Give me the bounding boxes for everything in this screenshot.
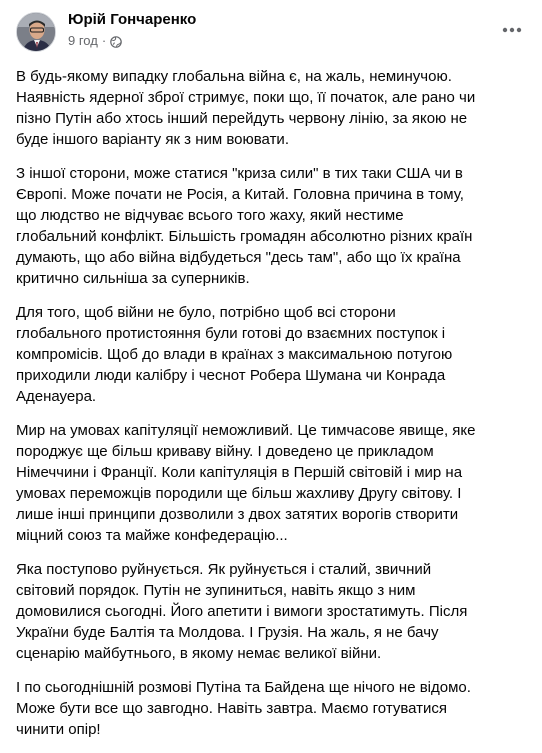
post-body [16,66,526,753]
avatar[interactable] [16,12,56,52]
meta-separator: · [101,33,107,48]
more-horizontal-icon [502,27,522,33]
post-paragraph: І по сьогоднішній розмові Путіна та Байдена ще нічого не відомо. Може бути все що завгодно. Навіть завтра. Маємо готуватися чинити опір! [16,679,471,738]
post-meta [68,32,122,50]
post-time[interactable]: 9 год [68,33,98,48]
globe-icon[interactable] [110,35,122,47]
post-paragraph: Яка поступово руйнується. Як руйнується і сталий, звичний світовий порядок. Путін не зупиниться, навіть якщо з ним домовилися сьогодні. Його апетити і вимоги зростатимуть. Після України буде Балтія та Молдова. І Грузія. На жаль, я не бачу сценарію майбутнього, в якому немає великої війни. [16,561,468,662]
post-header [16,10,526,54]
post-paragraph: В будь-якому випадку глобальна війна є, на жаль, неминучою. Наявність ядерної зброї стримує, поки що, її початок, але рано чи пізно Путін або хтось інший перейдуть червону лінію, за якою не буде іншого варіанту як з ним воювати. [16,68,476,148]
more-options-button[interactable] [498,16,526,44]
profile-photo [17,13,56,52]
post-paragraph: З іншої сторони, може статися "криза сили" в тих таки США чи в Європі. Може почати не Росія, а Китай. Головна причина в тому, що людство не відчуває всього того жаху, який нестиме глобальний конфлікт. Більшість громадян абсолютно різних країн думають, що або війна відбудеться "десь там", або що їх країна критично сильніша за суперників. [16,165,473,287]
post-paragraph: Мир на умовах капітуляції неможливий. Це тимчасове явище, яке породжує ще більш криваву війну. І доведено це прикладом Німеччини і Франції. Коли капітуляція в Першій світовій і мир на умовах переможців породили ще більш жахливу Другу світову. І лише інші принципи дозволили з двох затятих ворогів створити міцний союз та майже конфедерацію... [16,422,476,544]
post-paragraph: Для того, щоб війни не було, потрібно щоб всі сторони глобального протистояння були готові до взаємних поступок і компромісів. Щоб до влади в країнах з максимальною потугою приходили люди калібру і чеснот Робера Шумана чи Конрада Аденауера. [16,304,453,405]
author-name[interactable]: Юрій Гончаренко [68,11,197,28]
